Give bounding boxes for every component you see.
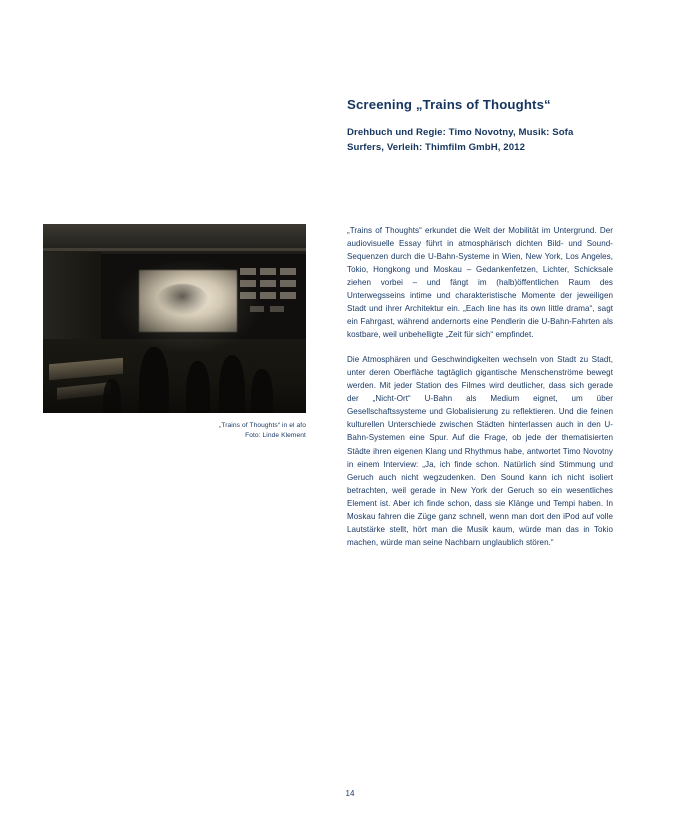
body-text-column	[347, 224, 613, 549]
body-paragraph-2: Die Atmosphären und Geschwindigkeiten wechseln von Stadt zu Stadt, unter deren Oberfläche tagtäglich gigantische Menschenströme bewegt werden. Mit jeder Station des Filmes wird deutlicher, dass sich gerade der „Nicht-Ort“ U-Bahn als Medium eignet, um über Gesellschaftssysteme und Globalisierung zu reflektieren. Und die feinen kulturellen Unterschiede zwischen Städten hinterlassen auch in den U-Bahn-Systemen eine Spur. Auf die Frage, ob jede der thematisierten Städte ihren eigenen Klang und Rhythmus habe, antwortet Timo Novotny in einem Interview: „Ja, ich finde schon. Natürlich sind Stimmung und Geruch auch nicht wegzudenken. Den Sound kann ich nicht isoliert betrachten, weil gerade in New York der Geruch so ein wesentliches Element ist. Aber ich finde schon, dass sie Klänge und Tempi haben. In Moskau fahren die Züge ganz schnell, wenn man dort den iPod auf volle Lautstärke stellt, hört man die Musik kaum, würde man das in Tokio machen, würde man seine Nachbarn unglaublich stören.“	[347, 355, 613, 547]
photo-silhouette	[219, 355, 245, 413]
figure-caption-line-1: „Trains of Thoughts“ in el afo	[219, 422, 306, 429]
page-title: Screening „Trains of Thoughts“	[347, 97, 551, 112]
photo-silhouette	[139, 347, 169, 413]
photo-projection-screen	[139, 270, 237, 332]
body-paragraph-1: „Trains of Thoughts“ erkundet die Welt der Mobilität im Untergrund. Der audiovisuelle Essay führt in atmosphärisch dichten Bild- und Sound-Sequenzen durch die U-Bahn-Systeme in Wien, New York, Los Angeles, Tokio, Hongkong und Moskau – Gedankenfetzen, Lichter, Schicksale ziehen vorbei – und fängt im (halb)öffentlichen Raum des Unterwegsseins intime und charakteristische Momente der jeweiligen Stadt und ihrer Architektur ein. „Each line has its own little drama“, sagt ein Fahrgast, während andernorts eine Pendlerin die U-Bahn-Fahrten als kostbare, weil unbehelligte „Zeit für sich“ empfindet.	[347, 226, 613, 340]
page-subtitle: Drehbuch und Regie: Timo Novotny, Musik: Sofa Surfers, Verleih: Thimfilm GmbH, 2012	[347, 126, 574, 153]
heading-block	[347, 97, 613, 155]
figure-caption-line-2: Foto: Linde Klement	[245, 432, 306, 440]
photo-wall-panels	[240, 268, 302, 328]
photo-silhouette	[186, 361, 210, 413]
photo-ceiling-beam	[43, 248, 306, 251]
figure	[43, 224, 306, 441]
figure-caption	[43, 421, 306, 441]
photo-silhouette	[251, 369, 273, 413]
screening-photo	[43, 224, 306, 413]
page-number: 14	[345, 789, 355, 798]
photo-silhouette	[103, 379, 121, 413]
